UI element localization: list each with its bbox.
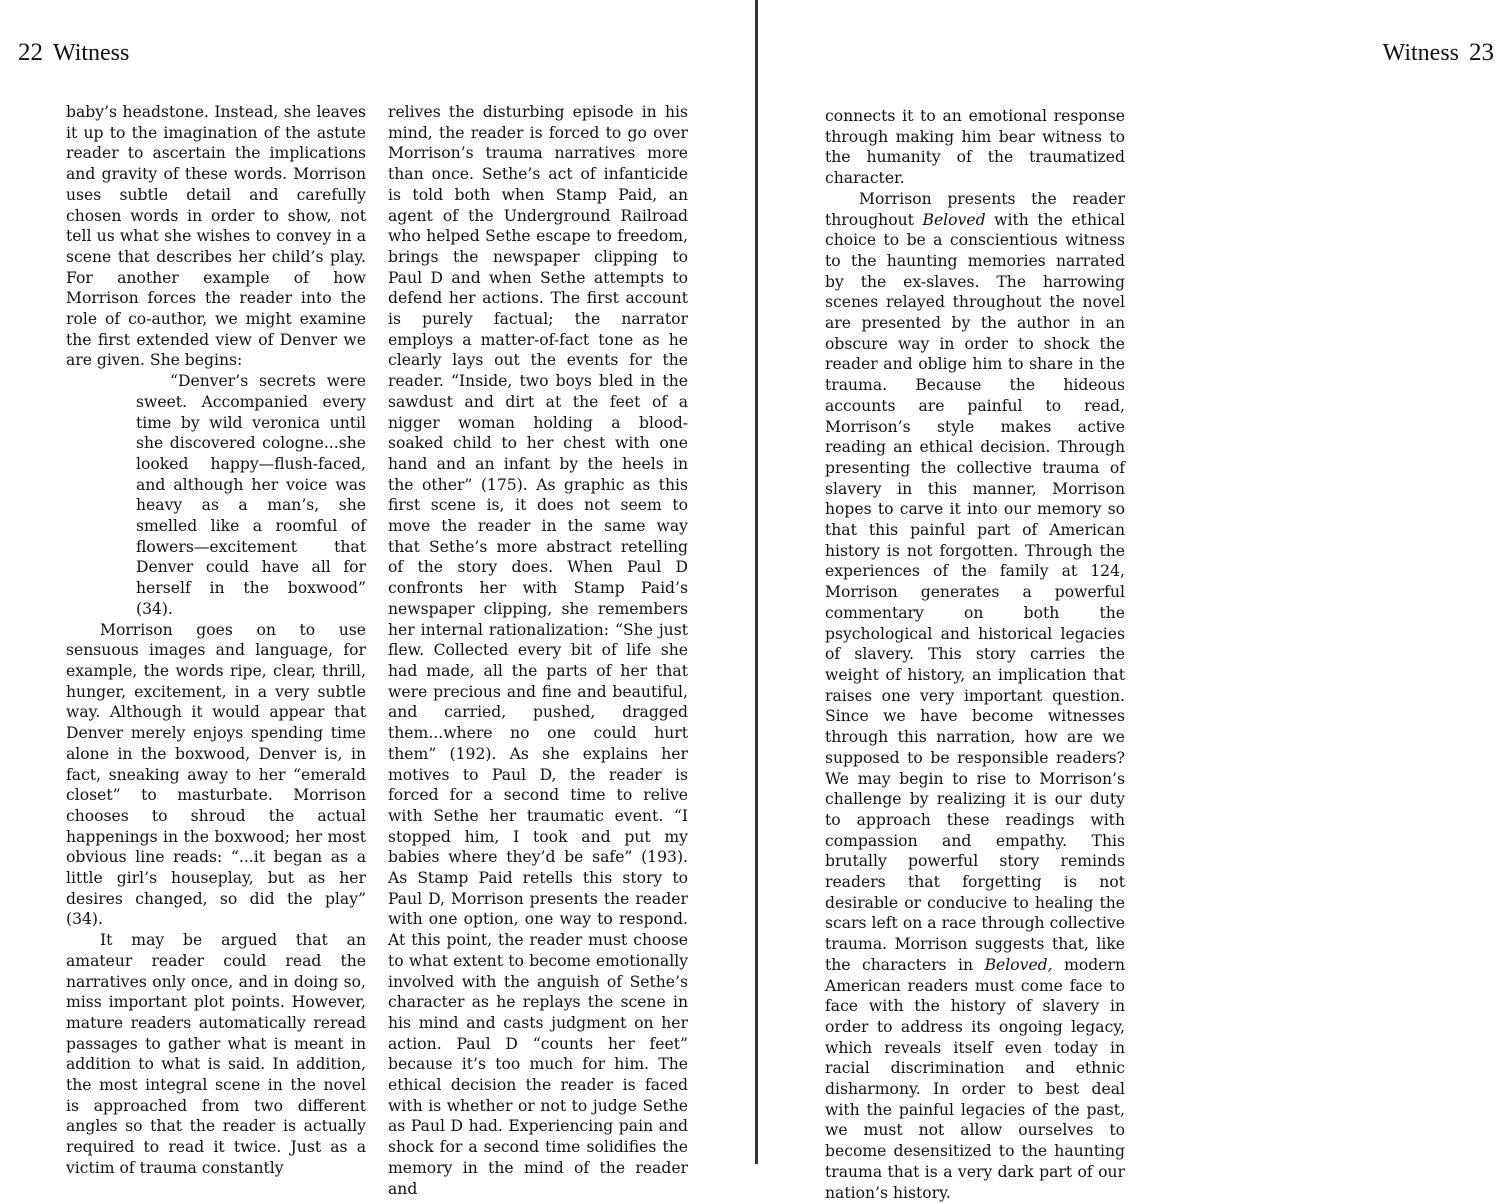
- right-column: [825, 106, 1125, 1203]
- left-column-1: [66, 102, 366, 1179]
- text-run: with the ethical choice to be a conscientious witness to the haunting memories narrated by the ex-slaves. The harrowing scenes relayed throughout the novel are presented by the author in an obscure way in order to shock the reader and oblige him to share in the trauma. Because the hideous accounts are painful to read, Morrison’s style makes active reading an ethical decision. Through presenting the collective trauma of slavery in this manner, Morrison hopes to carve it into our memory so that this painful part of American history is not forgotten. Through the experiences of the family at 124, Morrison generates a powerful commentary on both the psychological and historical legacies of slavery. This story carries the weight of history, an implication that raises one very important question. Since we have become witnesses through this narration, how are we supposed to be responsible readers? We may begin to rise to Morrison’s challenge by realizing it is our duty to approach these readings with compassion and empathy. This brutally powerful story reminds readers that forgetting is not desirable or conducive to healing the scars left on a race through collective trauma. Morrison suggests that, like the characters in: [825, 210, 1125, 974]
- left-page-number: 22: [18, 39, 43, 66]
- left-column-2: [388, 102, 688, 1199]
- right-page-number: 23: [1469, 39, 1494, 66]
- left-page: [0, 0, 755, 1198]
- right-page: [758, 0, 1510, 1202]
- paragraph: connects it to an emotional response through making him bear witness to the humanity of the traumatized character.: [825, 107, 1125, 188]
- right-running-header: [1383, 36, 1494, 70]
- paragraph: It may be argued that an amateur reader could read the narratives only once, and in doing so, miss important plot points. However, mature readers automatically reread passages to gather what is meant in addition to what is said. In addition, the most integral scene in the novel is approached from two different angles so that the reader is actually required to read it twice. Just as a victim of trauma constantly: [66, 931, 366, 1177]
- book-title: Beloved: [922, 210, 986, 229]
- paragraph: Morrison goes on to use sensuous images and language, for example, the words ripe, clear, thrill, hunger, excitement, in a very subtle way. Although it would appear that Denver merely enjoys spending time alone in the boxwood, Denver is, in fact, sneaking away to her “emerald closet” to masturbate. Morrison chooses to shroud the actual happenings in the boxwood; her most obvious line reads: “...it began as a little girl’s houseplay, but as her desires changed, so did the play” (34).: [66, 620, 366, 929]
- paragraph: [825, 189, 1125, 1203]
- paragraph: baby’s headstone. Instead, she leaves it up to the imagination of the astute reader to ascertain the implications and gravity of these words. Morrison uses subtle detail and carefully chosen words in order to show, not tell us what she wishes to convey in a scene that describes her child’s play. For another example of how Morrison forces the reader into the role of co-author, we might examine the first extended view of Denver we are given. She begins:: [66, 103, 366, 370]
- block-quote: “Denver’s secrets were sweet. Accompanied every time by wild veronica until she discovered cologne...she looked happy—flush-faced, and although her voice was heavy as a man’s, she smelled like a roomful of flowers—excitement that Denver could have all for herself in the boxwood” (34).: [136, 372, 366, 618]
- right-running-head-title: Witness: [1382, 40, 1459, 66]
- left-running-header: [18, 36, 129, 70]
- book-title: Beloved,: [984, 955, 1053, 974]
- text-run: Morrison presents the reader throughout: [825, 189, 1125, 229]
- paragraph: relives the disturbing episode in his mind, the reader is forced to go over Morrison’s trauma narratives more than once. Sethe’s act of infanticide is told both when Stamp Paid, an agent of the Underground Railroad who helped Sethe escape to freedom, brings the newspaper clipping to Paul D and when Sethe attempts to defend her actions. The first account is purely factual; the narrator employs a matter-of-fact tone as he clearly lays out the events for the reader. “Inside, two boys bled in the sawdust and dirt at the feet of a nigger woman holding a blood-soaked child to her chest with one hand and an infant by the heels in the other” (175). As graphic as this first scene is, it does not seem to move the reader in the same way that Sethe’s more abstract retelling of the story does. When Paul D confronts her with Stamp Paid’s newspaper clipping, she remembers her internal rationalization: “She just flew. Collected every bit of life she had made, all the parts of her that were precious and fine and beautiful, and carried, pushed, dragged them...where no one could hurt them” (192). As she explains her motives to Paul D, the reader is forced for a second time to relive with Sethe her traumatic event. “I stopped him, I took and put my babies where they’d be safe” (193). As Stamp Paid retells this story to Paul D, Morrison presents the reader with one option, one way to respond. At this point, the reader must choose to what extent to become emotionally involved with the anguish of Sethe’s character as he replays the scene in his mind and casts judgment on her action. Paul D “counts her feet” because it’s too much for him. The ethical decision the reader is faced with is whether or not to judge Sethe as Paul D had. Experiencing pain and shock for a second time solidifies the memory in the mind of the reader and: [388, 103, 688, 1198]
- text-run: modern American readers must come face to face with the history of slavery in order to address its ongoing legacy, which reveals itself even today in racial discrimination and ethnic disharmony. In order to best deal with the painful legacies of the past, we must not allow ourselves to become desensitized to the haunting trauma that is a very dark part of our nation’s history.: [825, 955, 1126, 1202]
- left-running-head-title: Witness: [53, 40, 130, 66]
